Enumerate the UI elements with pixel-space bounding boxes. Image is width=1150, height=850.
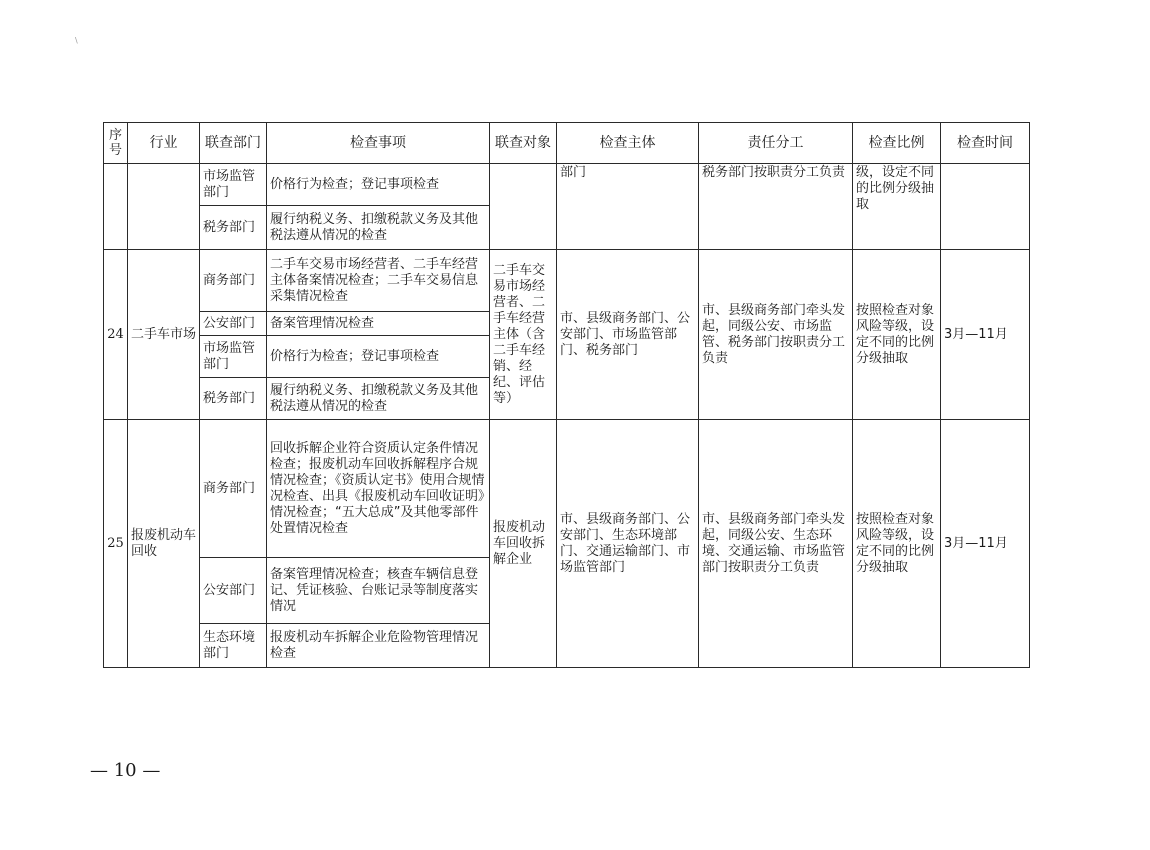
row25-no: 25 [104, 420, 128, 668]
cont-ratio: 级，设定不同的比例分级抽取 [853, 164, 941, 250]
row24-items-4: 履行纳税义务、扣缴税款义务及其他税法遵从情况的检查 [267, 378, 490, 420]
row24-industry: 二手车市场 [128, 250, 200, 420]
row25-items-1: 回收拆解企业符合资质认定条件情况检查；报废机动车回收拆解程序合规情况检查；《资质认定书》使用合规情况检查、出具《报废机动车回收证明》情况检查；“五大总成”及其他零部件处置情况检查 [267, 420, 490, 558]
scan-mark: \ [75, 36, 78, 45]
table-row [104, 420, 1030, 558]
row24-dept-2: 公安部门 [200, 312, 267, 336]
header-industry: 行业 [128, 123, 200, 164]
cont-time-cell [941, 164, 1030, 250]
inspection-table [103, 122, 1030, 668]
header-ratio: 检查比例 [853, 123, 941, 164]
table-row [104, 164, 1030, 206]
row24-target: 二手车交易市场经营者、二手车经营主体（含二手车经销、经纪、评估等） [490, 250, 557, 420]
header-time: 检查时间 [941, 123, 1030, 164]
row24-items-2: 备案管理情况检查 [267, 312, 490, 336]
row24-dept-4: 税务部门 [200, 378, 267, 420]
row25-dept-3: 生态环境部门 [200, 624, 267, 668]
row24-subject: 市、县级商务部门、公安部门、市场监管部门、税务部门 [557, 250, 699, 420]
row25-ratio: 按照检查对象风险等级，设定不同的比例分级抽取 [853, 420, 941, 668]
cont-dept-1: 市场监管部门 [200, 164, 267, 206]
cont-industry-cell [128, 164, 200, 250]
cont-items-2: 履行纳税义务、扣缴税款义务及其他税法遵从情况的检查 [267, 206, 490, 250]
row25-items-3: 报废机动车拆解企业危险物管理情况检查 [267, 624, 490, 668]
row24-duty: 市、县级商务部门牵头发起，同级公安、市场监管、税务部门按职责分工负责 [699, 250, 853, 420]
row25-time: 3月—11月 [941, 420, 1030, 668]
header-duty: 责任分工 [699, 123, 853, 164]
row25-subject: 市、县级商务部门、公安部门、生态环境部门、交通运输部门、市场监管部门 [557, 420, 699, 668]
row24-no: 24 [104, 250, 128, 420]
cont-target-cell [490, 164, 557, 250]
row25-duty: 市、县级商务部门牵头发起，同级公安、生态环境、交通运输、市场监管部门按职责分工负责 [699, 420, 853, 668]
row24-items-3: 价格行为检查；登记事项检查 [267, 336, 490, 378]
row25-dept-2: 公安部门 [200, 558, 267, 624]
row24-items-1: 二手车交易市场经营者、二手车经营主体备案情况检查；二手车交易信息采集情况检查 [267, 250, 490, 312]
row25-industry: 报废机动车回收 [128, 420, 200, 668]
row24-ratio: 按照检查对象风险等级，设定不同的比例分级抽取 [853, 250, 941, 420]
page-number: — 10 — [90, 760, 161, 781]
row25-target: 报废机动车回收拆解企业 [490, 420, 557, 668]
table-header-row [104, 123, 1030, 164]
row25-items-2: 备案管理情况检查；核查车辆信息登记、凭证核验、台账记录等制度落实情况 [267, 558, 490, 624]
table-row [104, 250, 1030, 312]
header-items: 检查事项 [267, 123, 490, 164]
cont-dept-2: 税务部门 [200, 206, 267, 250]
cont-items-1: 价格行为检查；登记事项检查 [267, 164, 490, 206]
row24-dept-3: 市场监管部门 [200, 336, 267, 378]
cont-no-cell [104, 164, 128, 250]
cont-duty: 税务部门按职责分工负责 [699, 164, 853, 250]
header-no: 序号 [104, 123, 128, 164]
row24-time: 3月—11月 [941, 250, 1030, 420]
row24-dept-1: 商务部门 [200, 250, 267, 312]
header-subject: 检查主体 [557, 123, 699, 164]
cont-subject: 部门 [557, 164, 699, 250]
header-dept: 联查部门 [200, 123, 267, 164]
row25-dept-1: 商务部门 [200, 420, 267, 558]
header-target: 联查对象 [490, 123, 557, 164]
